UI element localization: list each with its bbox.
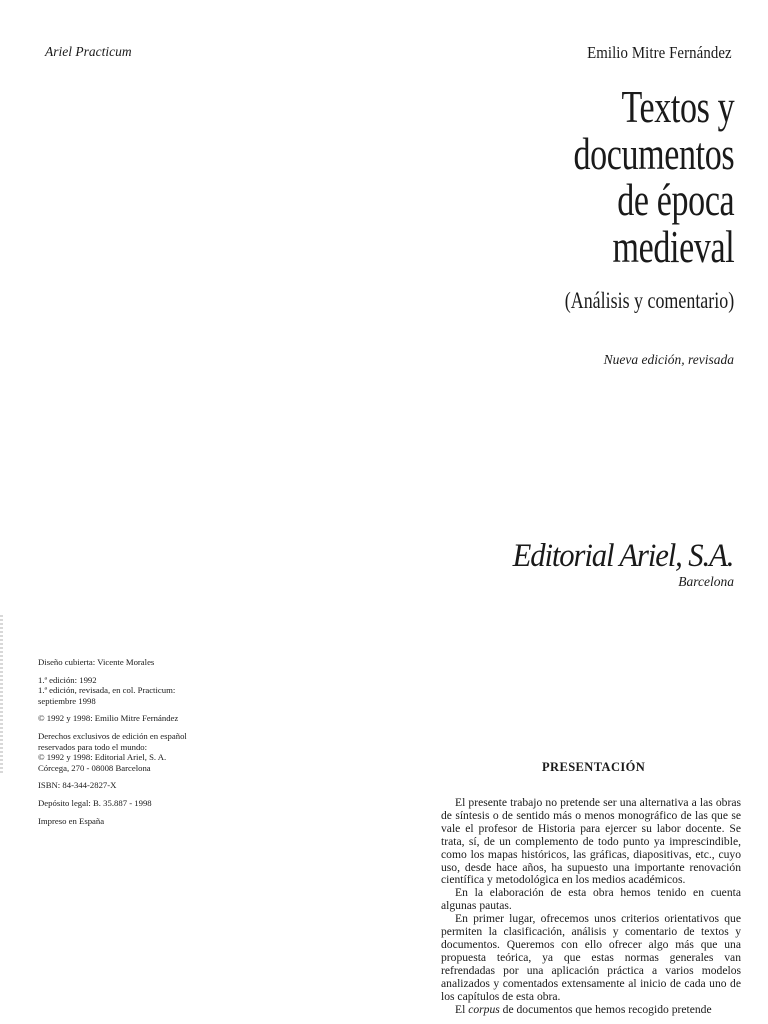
title-line: documentos: [573, 127, 734, 179]
rights-line: reservados para todo el mundo:: [38, 741, 148, 752]
paragraph-start: El: [455, 1002, 469, 1016]
paragraph-rest: de documentos que hemos recogido pretende: [499, 1002, 712, 1016]
printed-in: Impreso en España: [38, 815, 105, 826]
scan-edge-artifact: [0, 615, 3, 775]
edition-note: Nueva edición, revisada: [603, 352, 734, 367]
edition-first: 1.ª edición: 1992: [38, 674, 97, 685]
cover-credit: Diseño cubierta: Vicente Morales: [38, 657, 155, 667]
edition-revised-date: septiembre 1998: [38, 695, 96, 706]
rights-line: Derechos exclusivos de edición en español: [38, 730, 187, 741]
rights-line: Córcega, 270 - 08008 Barcelona: [38, 762, 151, 773]
rights-line: © 1992 y 1998: Editorial Ariel, S. A.: [38, 752, 167, 763]
isbn: ISBN: 84-344-2827-X: [38, 780, 117, 791]
edition-revised: 1.ª edición, revisada, en col. Practicum:: [38, 685, 176, 696]
edition-history: [38, 675, 248, 707]
section-heading: PRESENTACIÓN: [542, 760, 646, 774]
paragraph: En la elaboración de esta obra hemos tenido en cuenta algunas pautas.: [441, 886, 741, 913]
copyright-credits: [38, 657, 248, 833]
presentation-body: [441, 797, 741, 1016]
book-title: [573, 81, 734, 272]
series-name: Ariel Practicum: [45, 44, 132, 59]
title-line: medieval: [612, 220, 734, 272]
paragraph: En primer lugar, ofrecemos unos criterios orientativos que permiten la clasificación, análisis y comentario de textos y documentos. Queremos con ello ofrecer algo más que una propuesta teórica, ya que estas normas generales van refrendadas por una aplicación práctica a varios modelos analizados y comentados extensamente al inicio de cada uno de los capítulos de esta obra.: [441, 912, 741, 1003]
paragraph: El presente trabajo no pretende ser una alternativa a las obras de síntesis o de sentido más o menos monográfico de las que se vale el profesor de Historia para ejercer su labor docente. Se trata, sí, de un complemento de todo punto ya imprescindible, como los mapas históricos, las gráficas, diapositivas, etc., cuyo uso, desde hace años, ha supuesto una importante renovación científica y metodológica en los medios académicos.: [441, 796, 741, 887]
paragraph: [441, 1004, 741, 1017]
italic-term: corpus: [468, 1002, 500, 1016]
publisher-name: Editorial Ariel, S.A.: [512, 538, 733, 574]
rights-notice: [38, 731, 248, 773]
author-name: Emilio Mitre Fernández: [587, 43, 732, 62]
book-subtitle: (Análisis y comentario): [564, 288, 734, 313]
publisher-city: Barcelona: [678, 574, 734, 589]
title-line: de época: [616, 174, 734, 225]
legal-deposit: Depósito legal: B. 35.887 - 1998: [38, 797, 152, 808]
title-line: Textos y: [621, 81, 734, 132]
author-copyright: © 1992 y 1998: Emilio Mitre Fernández: [38, 713, 179, 724]
